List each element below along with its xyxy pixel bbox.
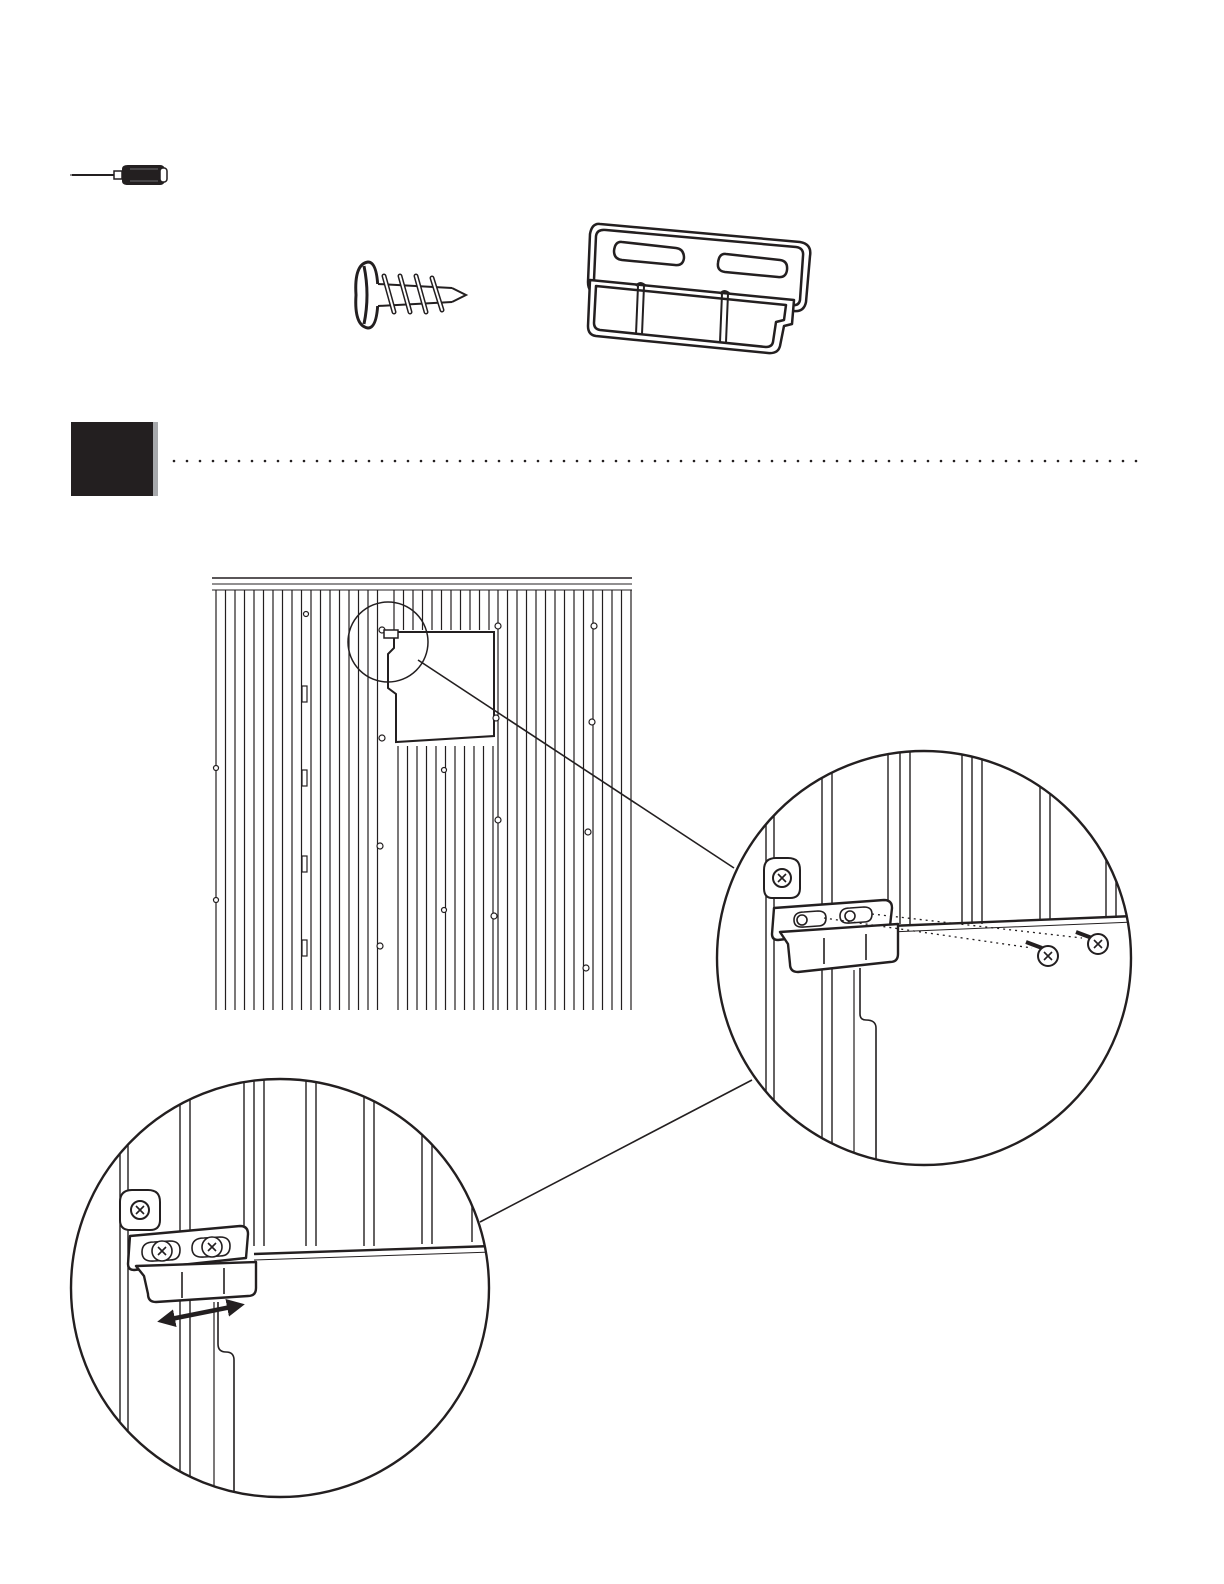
step-badge (71, 422, 159, 498)
screwdriver-icon (68, 160, 172, 190)
tool-screwdriver (68, 160, 172, 190)
step-divider (172, 456, 1152, 466)
part-screw (348, 254, 472, 336)
shed-wall-view (208, 570, 638, 1016)
bracket-icon (580, 216, 816, 358)
bracket-adjust-detail (68, 1076, 492, 1500)
part-bracket (580, 216, 816, 358)
screw-icon (348, 254, 472, 336)
bracket-screws-detail (714, 748, 1134, 1168)
